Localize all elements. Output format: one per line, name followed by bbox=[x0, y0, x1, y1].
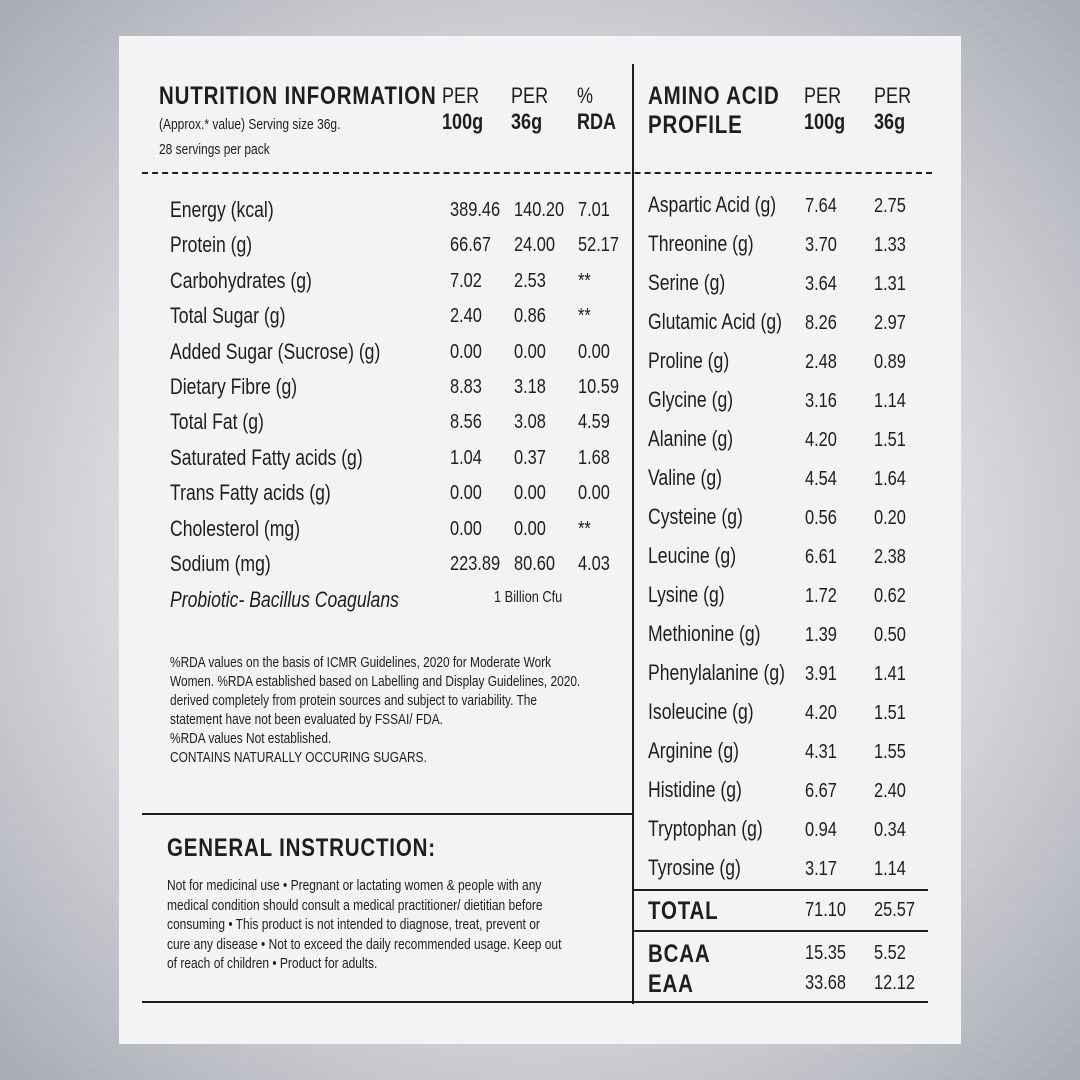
amino-per100-text: 6.61 bbox=[805, 546, 837, 568]
amino-per100 bbox=[805, 819, 844, 842]
amino-per36 bbox=[874, 195, 913, 218]
amino-per100 bbox=[805, 468, 844, 491]
nutrient-rda-text: 10.59 bbox=[578, 376, 620, 398]
general-instruction-title bbox=[167, 834, 495, 863]
amino-per100 bbox=[805, 702, 844, 725]
header-dashed-divider bbox=[142, 172, 932, 174]
amino-per36 bbox=[874, 741, 913, 764]
nutrient-per36 bbox=[514, 482, 553, 505]
col-per100-header-l1: PER bbox=[442, 83, 480, 108]
total-label-text: TOTAL bbox=[648, 897, 719, 925]
general-instruction-line: medical condition should consult a medical practitioner/ dietitian before bbox=[167, 896, 543, 914]
nutrient-name bbox=[170, 197, 300, 223]
nutrient-name bbox=[170, 303, 314, 329]
amino-per36-text: 0.89 bbox=[874, 351, 906, 373]
column-divider bbox=[632, 64, 634, 1004]
col-per36-header bbox=[511, 83, 556, 135]
nutrient-rda bbox=[578, 376, 628, 399]
amino-name-text: Alanine (g) bbox=[648, 426, 734, 451]
amino-name-text: Proline (g) bbox=[648, 348, 730, 373]
nutrient-per36-text: 0.00 bbox=[514, 340, 546, 363]
amino-per36 bbox=[874, 312, 913, 335]
amino-per36 bbox=[874, 663, 913, 686]
nutrient-rda bbox=[578, 341, 617, 364]
nutrient-rda-text: ** bbox=[578, 269, 591, 292]
bcaa-per36 bbox=[874, 942, 913, 965]
amino-name bbox=[648, 582, 744, 608]
nutrient-name-text: Saturated Fatty acids (g) bbox=[170, 444, 363, 470]
amino-per36-text: 2.38 bbox=[874, 546, 906, 568]
nutrient-per100 bbox=[450, 199, 511, 222]
total-per100 bbox=[805, 899, 855, 922]
amino-bottom-rule bbox=[634, 1001, 928, 1003]
amino-per36-text: 1.55 bbox=[874, 741, 906, 763]
amino-name bbox=[648, 621, 789, 647]
nutrient-per36 bbox=[514, 270, 553, 293]
total-per36-text: 25.57 bbox=[874, 899, 916, 921]
amino-name-text: Arginine (g) bbox=[648, 738, 739, 763]
general-instruction-body bbox=[167, 876, 660, 974]
eaa-label-text: EAA bbox=[648, 970, 694, 998]
amino-per100-text: 4.31 bbox=[805, 741, 837, 763]
amino-name bbox=[648, 543, 758, 569]
amino-name bbox=[648, 465, 741, 491]
nutrient-per100 bbox=[450, 270, 489, 293]
amino-name-text: Glutamic Acid (g) bbox=[648, 309, 782, 334]
rda-note-line: %RDA values on the basis of ICMR Guidelines, 2020 for Moderate Work bbox=[170, 655, 552, 671]
amino-name bbox=[648, 387, 754, 413]
nutrient-name-text: Energy (kcal) bbox=[170, 197, 274, 222]
nutrient-per36 bbox=[514, 553, 564, 576]
nutrient-rda-text: 4.59 bbox=[578, 411, 610, 434]
nutrient-name-text: Total Fat (g) bbox=[170, 409, 264, 435]
amino-per36-text: 1.31 bbox=[874, 273, 906, 295]
nutrient-per36 bbox=[514, 376, 553, 399]
nutrition-subtitle-1-text: (Approx.* value) Serving size 36g. bbox=[159, 116, 341, 133]
total-per36 bbox=[874, 899, 924, 922]
nutrient-per100 bbox=[450, 553, 511, 576]
general-instruction-title-text: GENERAL INSTRUCTION: bbox=[167, 834, 436, 862]
amino-per36 bbox=[874, 780, 913, 803]
rda-note-line: Women. %RDA established based on Labelling and Display Guidelines, 2020. bbox=[170, 674, 581, 690]
amino-name bbox=[648, 777, 765, 803]
amino-name-text: Tyrosine (g) bbox=[648, 855, 741, 880]
amino-per36 bbox=[874, 351, 913, 374]
amino-per100-text: 3.70 bbox=[805, 234, 837, 256]
nutrition-title-text: NUTRITION INFORMATION bbox=[159, 82, 437, 110]
rda-note-line: derived completely from protein sources and subject to variability. The bbox=[170, 693, 538, 709]
eaa-per100 bbox=[805, 972, 855, 995]
amino-per36-text: 1.64 bbox=[874, 468, 906, 490]
nutrient-per36-text: 3.18 bbox=[514, 376, 546, 398]
total-bottom-rule bbox=[634, 930, 928, 932]
total-label bbox=[648, 897, 734, 926]
amino-per36-text: 2.75 bbox=[874, 195, 906, 217]
amino-name bbox=[648, 270, 745, 296]
general-instruction-line: cure any disease • Not to exceed the daily recommended usage. Keep out bbox=[167, 935, 562, 953]
bcaa-per100-text: 15.35 bbox=[805, 942, 847, 964]
nutrient-rda-text: 1.68 bbox=[578, 446, 610, 469]
amino-per36-text: 0.20 bbox=[874, 507, 906, 529]
nutrient-name-text: Cholesterol (mg) bbox=[170, 515, 301, 541]
probiotic-value bbox=[494, 589, 579, 607]
general-instruction-line: Not for medicinal use • Pregnant or lactating women & people with any bbox=[167, 877, 542, 894]
col-per36-header-l2: 36g bbox=[511, 109, 543, 134]
rda-note-line: CONTAINS NATURALLY OCCURING SUGARS. bbox=[170, 750, 427, 766]
amino-name bbox=[648, 231, 780, 257]
nutrient-per36-text: 0.37 bbox=[514, 446, 546, 469]
nutrient-per100-text: 2.40 bbox=[450, 305, 482, 328]
rda-note-line: statement have not been evaluated by FSSAI/ FDA. bbox=[170, 712, 443, 728]
amino-col-per100-l2: 100g bbox=[804, 109, 846, 134]
rda-notes bbox=[170, 654, 670, 768]
amino-name bbox=[648, 855, 764, 881]
nutrient-per100-text: 8.83 bbox=[450, 376, 482, 398]
amino-per100-text: 0.94 bbox=[805, 819, 837, 841]
amino-per100 bbox=[805, 273, 844, 296]
nutrient-name-text: Protein (g) bbox=[170, 232, 253, 258]
amino-per36-text: 1.51 bbox=[874, 429, 906, 451]
col-per36-header-l1: PER bbox=[511, 83, 549, 108]
amino-per36 bbox=[874, 624, 913, 647]
nutrient-rda bbox=[578, 447, 617, 470]
nutrient-per100 bbox=[450, 305, 489, 328]
amino-per100 bbox=[805, 507, 844, 530]
amino-per100 bbox=[805, 663, 844, 686]
amino-per100-text: 6.67 bbox=[805, 780, 837, 802]
nutrient-rda bbox=[578, 270, 594, 293]
amino-per100 bbox=[805, 351, 844, 374]
nutrient-per36-text: 140.20 bbox=[514, 199, 565, 221]
amino-name bbox=[648, 738, 762, 764]
nutrient-per100 bbox=[450, 482, 489, 505]
nutrient-per100 bbox=[450, 376, 489, 399]
col-rda-header-l1: % bbox=[577, 83, 594, 108]
amino-col-per36-l1: PER bbox=[874, 83, 912, 108]
amino-per100 bbox=[805, 741, 844, 764]
nutrient-name bbox=[170, 232, 273, 258]
amino-per100-text: 2.48 bbox=[805, 351, 837, 373]
col-per100-header-l2: 100g bbox=[442, 109, 484, 134]
amino-name-text: Histidine (g) bbox=[648, 777, 742, 802]
eaa-per36-text: 12.12 bbox=[874, 972, 916, 994]
nutrient-per100-text: 0.00 bbox=[450, 340, 482, 363]
total-top-rule bbox=[634, 889, 928, 891]
amino-per36 bbox=[874, 234, 913, 257]
amino-per100 bbox=[805, 429, 844, 452]
bcaa-per100 bbox=[805, 942, 855, 965]
amino-per36-text: 0.34 bbox=[874, 819, 906, 841]
amino-per100-text: 3.91 bbox=[805, 663, 837, 685]
nutrient-rda-text: ** bbox=[578, 305, 591, 328]
nutrient-name-text: Sodium (mg) bbox=[170, 551, 271, 576]
col-rda-header bbox=[577, 83, 625, 135]
nutrient-per100-text: 0.00 bbox=[450, 482, 482, 505]
nutrient-rda-text: 0.00 bbox=[578, 340, 610, 363]
nutrient-per36 bbox=[514, 341, 553, 364]
nutrient-per100 bbox=[450, 234, 500, 257]
amino-per100-text: 1.39 bbox=[805, 624, 837, 646]
amino-per100 bbox=[805, 624, 844, 647]
nutrient-per100-text: 7.02 bbox=[450, 269, 482, 292]
amino-name-text: Serine (g) bbox=[648, 270, 726, 295]
amino-name bbox=[648, 192, 808, 218]
nutrient-name-text: Added Sugar (Sucrose) (g) bbox=[170, 338, 381, 364]
amino-per36 bbox=[874, 468, 913, 491]
amino-name-text: Leucine (g) bbox=[648, 543, 737, 568]
amino-per36-text: 1.14 bbox=[874, 858, 906, 880]
nutrient-name-text: Carbohydrates (g) bbox=[170, 267, 312, 293]
amino-title-l1: AMINO ACID bbox=[648, 82, 780, 110]
amino-per36 bbox=[874, 585, 913, 608]
amino-name-text: Glycine (g) bbox=[648, 387, 734, 412]
amino-name bbox=[648, 660, 819, 686]
amino-name-text: Aspartic Acid (g) bbox=[648, 192, 777, 217]
nutrient-name bbox=[170, 516, 333, 542]
amino-name bbox=[648, 348, 749, 374]
amino-per100 bbox=[805, 234, 844, 257]
amino-name bbox=[648, 426, 754, 452]
amino-name-text: Tryptophan (g) bbox=[648, 816, 763, 841]
amino-per100-text: 3.17 bbox=[805, 858, 837, 880]
amino-name-text: Valine (g) bbox=[648, 465, 723, 490]
nutrient-per100-text: 223.89 bbox=[450, 553, 501, 575]
bcaa-per36-text: 5.52 bbox=[874, 942, 906, 964]
nutrient-per100-text: 8.56 bbox=[450, 411, 482, 434]
amino-per36-text: 2.40 bbox=[874, 780, 906, 802]
nutrient-name bbox=[170, 374, 329, 400]
nutrient-per36-text: 0.86 bbox=[514, 305, 546, 328]
amino-per36-text: 1.51 bbox=[874, 702, 906, 724]
amino-col-per100-header bbox=[804, 83, 854, 135]
nutrient-per100 bbox=[450, 341, 489, 364]
eaa-label bbox=[648, 970, 704, 999]
general-instruction-line: consuming • This product is not intended to diagnose, treat, prevent or bbox=[167, 916, 540, 933]
nutrient-per100-text: 0.00 bbox=[450, 517, 482, 540]
general-instruction-top-rule bbox=[142, 813, 632, 815]
amino-per36-text: 1.41 bbox=[874, 663, 906, 685]
nutrient-per36-text: 2.53 bbox=[514, 269, 546, 292]
nutrient-per36 bbox=[514, 518, 553, 541]
amino-per100 bbox=[805, 585, 844, 608]
nutrient-rda bbox=[578, 199, 617, 222]
nutrient-per36-text: 24.00 bbox=[514, 234, 556, 257]
amino-title-l2: PROFILE bbox=[648, 111, 743, 139]
probiotic-value-text: 1 Billion Cfu bbox=[494, 589, 563, 606]
amino-name-text: Cysteine (g) bbox=[648, 504, 743, 529]
amino-per100 bbox=[805, 858, 844, 881]
amino-per36 bbox=[874, 819, 913, 842]
col-rda-header-l2: RDA bbox=[577, 109, 617, 134]
nutrient-rda-text: 52.17 bbox=[578, 234, 620, 257]
nutrient-rda-text: 7.01 bbox=[578, 199, 610, 221]
amino-per36-text: 1.14 bbox=[874, 390, 906, 412]
nutrient-per36-text: 0.00 bbox=[514, 517, 546, 540]
amino-per100 bbox=[805, 780, 844, 803]
probiotic-name-text: Probiotic- Bacillus Coagulans bbox=[170, 587, 399, 612]
col-per100-header bbox=[442, 83, 492, 135]
nutrient-name-text: Total Sugar (g) bbox=[170, 303, 286, 329]
nutrient-name bbox=[170, 409, 287, 435]
nutrition-subtitle-1 bbox=[159, 112, 386, 138]
bcaa-label-text: BCAA bbox=[648, 940, 711, 968]
amino-per100-text: 4.20 bbox=[805, 429, 837, 451]
general-instruction-bottom-rule bbox=[142, 1001, 632, 1003]
amino-per100 bbox=[805, 390, 844, 413]
amino-per100-text: 3.64 bbox=[805, 273, 837, 295]
amino-col-per36-header bbox=[874, 83, 919, 135]
amino-per100-text: 1.72 bbox=[805, 585, 837, 607]
nutrient-rda bbox=[578, 234, 628, 257]
nutrient-name bbox=[170, 551, 296, 577]
nutrient-name bbox=[170, 480, 371, 506]
nutrient-per36 bbox=[514, 199, 575, 222]
nutrition-subtitle-2 bbox=[159, 137, 297, 163]
amino-per36-text: 1.33 bbox=[874, 234, 906, 256]
amino-per100-text: 0.56 bbox=[805, 507, 837, 529]
nutrient-per36 bbox=[514, 411, 553, 434]
bcaa-label bbox=[648, 940, 724, 969]
nutrient-per100-text: 66.67 bbox=[450, 234, 492, 257]
general-instruction-line: of reach of children • Product for adults. bbox=[167, 955, 378, 972]
amino-per100-text: 4.20 bbox=[805, 702, 837, 724]
nutrient-per36 bbox=[514, 234, 564, 257]
amino-per36 bbox=[874, 546, 913, 569]
nutrient-rda bbox=[578, 553, 617, 576]
amino-per36 bbox=[874, 507, 913, 530]
nutrient-rda-text: 0.00 bbox=[578, 482, 610, 505]
amino-per36-text: 0.50 bbox=[874, 624, 906, 646]
amino-name-text: Lysine (g) bbox=[648, 582, 725, 607]
nutrient-name-text: Dietary Fibre (g) bbox=[170, 374, 298, 399]
nutrient-per100-text: 1.04 bbox=[450, 446, 482, 469]
nutrient-rda bbox=[578, 482, 617, 505]
amino-name bbox=[648, 309, 816, 335]
nutrient-per36-text: 3.08 bbox=[514, 411, 546, 434]
amino-per100-text: 8.26 bbox=[805, 312, 837, 334]
amino-col-per100-l1: PER bbox=[804, 83, 842, 108]
nutrient-name bbox=[170, 339, 433, 365]
eaa-per100-text: 33.68 bbox=[805, 972, 847, 994]
amino-title bbox=[648, 82, 808, 140]
nutrient-rda bbox=[578, 305, 594, 328]
nutrient-rda bbox=[578, 518, 594, 541]
amino-per36-text: 0.62 bbox=[874, 585, 906, 607]
amino-per36 bbox=[874, 390, 913, 413]
amino-per36 bbox=[874, 702, 913, 725]
amino-name bbox=[648, 504, 767, 530]
amino-name-text: Methionine (g) bbox=[648, 621, 761, 646]
nutrition-subtitle-2-text: 28 servings per pack bbox=[159, 141, 270, 158]
probiotic-name bbox=[170, 587, 456, 613]
nutrient-per36 bbox=[514, 305, 553, 328]
amino-per100-text: 4.54 bbox=[805, 468, 837, 490]
total-per100-text: 71.10 bbox=[805, 899, 847, 921]
nutrient-per36-text: 80.60 bbox=[514, 553, 556, 575]
nutrient-per100 bbox=[450, 518, 489, 541]
amino-per36 bbox=[874, 858, 913, 881]
nutrient-per100-text: 389.46 bbox=[450, 199, 501, 221]
amino-per100 bbox=[805, 195, 844, 218]
amino-name-text: Phenylalanine (g) bbox=[648, 660, 785, 685]
amino-col-per36-l2: 36g bbox=[874, 109, 906, 134]
amino-name bbox=[648, 816, 791, 842]
nutrient-per100 bbox=[450, 411, 489, 434]
nutrient-rda bbox=[578, 411, 617, 434]
amino-per100 bbox=[805, 312, 844, 335]
amino-name bbox=[648, 699, 780, 725]
amino-name-text: Threonine (g) bbox=[648, 231, 754, 256]
nutrient-name bbox=[170, 268, 347, 294]
amino-per100-text: 7.64 bbox=[805, 195, 837, 217]
nutrient-name bbox=[170, 445, 411, 471]
nutrient-name-text: Trans Fatty acids (g) bbox=[170, 480, 331, 506]
nutrient-rda-text: ** bbox=[578, 517, 591, 540]
amino-per36 bbox=[874, 429, 913, 452]
nutrient-per36-text: 0.00 bbox=[514, 482, 546, 505]
nutrient-per100 bbox=[450, 447, 489, 470]
amino-per36-text: 2.97 bbox=[874, 312, 906, 334]
nutrient-rda-text: 4.03 bbox=[578, 553, 610, 575]
nutrient-per36 bbox=[514, 447, 553, 470]
amino-per100-text: 3.16 bbox=[805, 390, 837, 412]
rda-note-line: %RDA values Not established. bbox=[170, 731, 332, 747]
eaa-per36 bbox=[874, 972, 924, 995]
amino-name-text: Isoleucine (g) bbox=[648, 699, 754, 724]
amino-per36 bbox=[874, 273, 913, 296]
amino-per100 bbox=[805, 546, 844, 569]
